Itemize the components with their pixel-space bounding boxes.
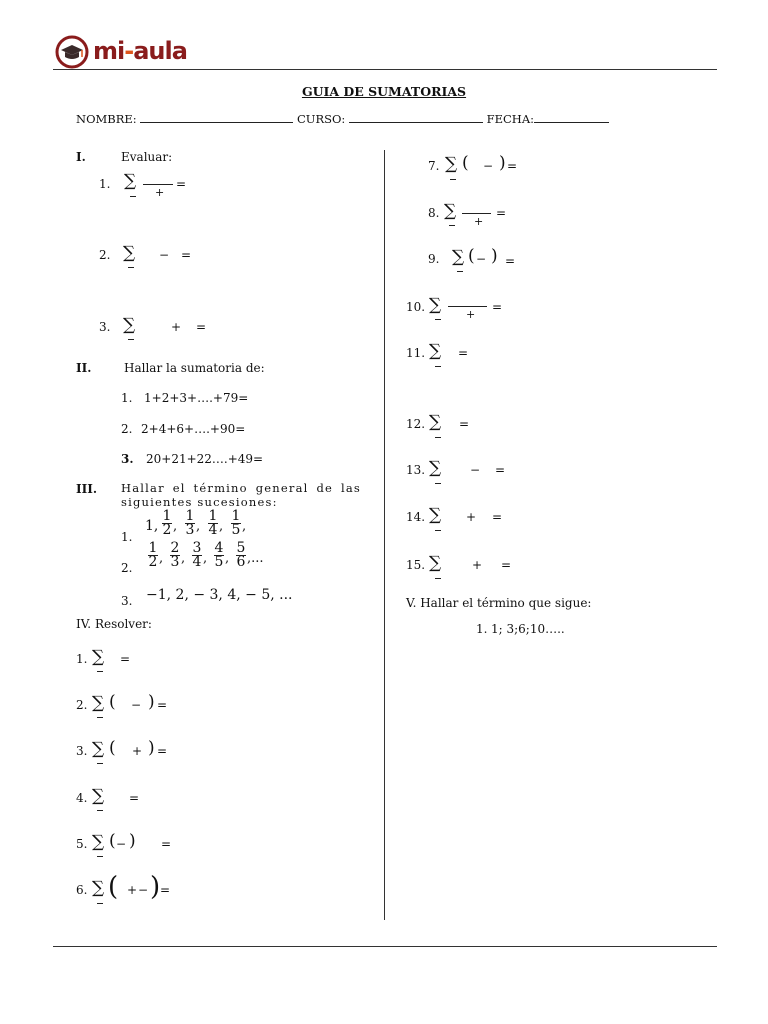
eq-r15: = xyxy=(501,558,512,572)
resolve-6-label: 6. xyxy=(76,883,88,897)
term-3-label: 3. xyxy=(121,594,133,608)
lparen-r6: ( xyxy=(108,872,119,902)
rparen-r9: ) xyxy=(491,246,498,266)
eq-e3: = xyxy=(196,320,207,334)
plus-r6: + xyxy=(127,883,138,897)
section-4-title: IV. Resolver: xyxy=(76,617,152,631)
eq-r3: = xyxy=(157,744,168,758)
sigma-sub-r10 xyxy=(435,319,441,320)
sigma-r6: ∑ xyxy=(92,878,105,898)
fraction-numerator: 1 xyxy=(162,508,172,524)
rparen-r2: ) xyxy=(148,692,155,712)
lparen-r5: ( xyxy=(109,831,116,851)
fraction-numerator: 5 xyxy=(236,540,246,556)
sigma-e2: ∑ xyxy=(123,243,136,263)
logo xyxy=(55,34,205,70)
sequence-separator: , xyxy=(159,551,164,566)
rparen-r5: ) xyxy=(129,831,136,851)
curso-label: CURSO: xyxy=(296,112,346,126)
lparen-r9: ( xyxy=(468,246,475,266)
sigma-r15: ∑ xyxy=(429,553,442,573)
fraction-denominator: 4 xyxy=(208,522,218,538)
eq-r14: = xyxy=(492,510,503,524)
sum-1: 1+2+3+….+79= xyxy=(144,391,249,405)
eval-3-label: 3. xyxy=(99,320,111,334)
eq-r12: = xyxy=(459,417,470,431)
section-1-title: Evaluar: xyxy=(121,150,173,164)
rparen-r6: ) xyxy=(150,872,161,902)
sequence-separator: , xyxy=(181,551,186,566)
curso-blank[interactable] xyxy=(349,112,483,123)
sequence-separator: , xyxy=(225,551,230,566)
rparen-r3: ) xyxy=(148,738,155,758)
fraction-bar-r10 xyxy=(448,306,487,307)
brand-mi: mi xyxy=(93,37,125,65)
sigma-r10: ∑ xyxy=(429,295,442,315)
fraction-denominator: 3 xyxy=(185,522,195,538)
sigma-sub-r14 xyxy=(435,530,441,531)
fraction-term xyxy=(192,542,202,569)
fecha-blank[interactable] xyxy=(534,112,609,123)
header-rule xyxy=(53,69,717,70)
sigma-sub-r8 xyxy=(449,225,455,226)
sigma-r1: ∑ xyxy=(92,647,105,667)
fraction-denominator: 5 xyxy=(214,554,224,570)
sigma-sub-r12 xyxy=(435,437,441,438)
sigma-sub-r5 xyxy=(97,856,103,857)
footer-rule xyxy=(53,946,717,947)
resolve-10-label: 10. xyxy=(406,300,426,314)
eq-r8: = xyxy=(496,206,507,220)
eq-r9: = xyxy=(505,254,516,268)
sigma-sub-r13 xyxy=(435,483,441,484)
minus-r13: − xyxy=(470,463,481,477)
sigma-r13: ∑ xyxy=(429,458,442,478)
plus-r8: + xyxy=(474,215,484,228)
sigma-sub-e3 xyxy=(128,339,134,340)
eq-r11: = xyxy=(458,346,469,360)
sigma-sub-e2 xyxy=(128,267,134,268)
sigma-sub-r9 xyxy=(457,271,463,272)
lparen-r7: ( xyxy=(462,153,469,173)
student-fields xyxy=(76,112,609,126)
sum-3-label: 3. xyxy=(121,452,134,466)
resolve-11-label: 11. xyxy=(406,346,426,360)
eq-r4: = xyxy=(129,791,140,805)
sigma-sub-r15 xyxy=(435,578,441,579)
sequence-separator: , xyxy=(219,519,224,534)
fraction-denominator: 2 xyxy=(162,522,172,538)
resolve-5-label: 5. xyxy=(76,837,88,851)
sequence-1-lead: 1, xyxy=(145,518,159,534)
fraction-term xyxy=(208,510,218,537)
sigma-r7: ∑ xyxy=(445,154,458,174)
sequence-separator: , xyxy=(173,519,178,534)
section-2-title: Hallar la sumatoria de: xyxy=(124,361,265,375)
minus-r5: − xyxy=(116,837,127,851)
sigma-sub-e1 xyxy=(130,196,136,197)
minus-e2: − xyxy=(159,248,170,262)
fraction-numerator: 1 xyxy=(185,508,195,524)
fraction-bar-e1 xyxy=(143,184,173,185)
section-2-number: II. xyxy=(76,361,92,375)
fraction-denominator: 6 xyxy=(236,554,246,570)
sum-1-label: 1. xyxy=(121,391,133,405)
fecha-label: FECHA: xyxy=(486,112,535,126)
sigma-r5: ∑ xyxy=(92,832,105,852)
sigma-r2: ∑ xyxy=(92,693,105,713)
resolve-12-label: 12. xyxy=(406,417,426,431)
lparen-r2: ( xyxy=(109,692,116,712)
sequence-3: −1, 2, − 3, 4, − 5, ... xyxy=(146,587,293,603)
section-1-number: I. xyxy=(76,150,86,164)
resolve-13-label: 13. xyxy=(406,463,426,477)
fraction-denominator: 4 xyxy=(192,554,202,570)
resolve-1-label: 1. xyxy=(76,652,88,666)
eq-r10: = xyxy=(492,300,503,314)
sigma-r11: ∑ xyxy=(429,341,442,361)
eq-r2: = xyxy=(157,698,168,712)
fraction-numerator: 2 xyxy=(170,540,180,556)
sequence-separator: , xyxy=(242,519,247,534)
column-divider xyxy=(384,150,385,920)
sigma-sub-r3 xyxy=(97,763,103,764)
eq-r7: = xyxy=(507,159,518,173)
plus-r14: + xyxy=(466,510,477,524)
resolve-7-label: 7. xyxy=(428,159,440,173)
plus-e1: + xyxy=(155,186,165,199)
rparen-r7: ) xyxy=(499,153,506,173)
section-3-title: Hallar el término general de las siguientes sucesiones: xyxy=(121,481,361,509)
fraction-bar-r8 xyxy=(462,213,491,214)
resolve-15-label: 15. xyxy=(406,558,426,572)
fraction-denominator: 5 xyxy=(231,522,241,538)
resolve-8-label: 8. xyxy=(428,206,440,220)
eq-e2: = xyxy=(181,248,192,262)
sum-2: 2+4+6+….+90= xyxy=(141,422,246,436)
plus-e3: + xyxy=(171,320,182,334)
sequence-separator: ,... xyxy=(247,551,264,566)
lparen-r3: ( xyxy=(109,738,116,758)
eq-e1: = xyxy=(176,177,187,191)
resolve-3-label: 3. xyxy=(76,744,88,758)
sigma-sub-r7 xyxy=(450,179,456,180)
fraction-numerator: 3 xyxy=(192,540,202,556)
sigma-sub-r4 xyxy=(97,810,103,811)
fraction-numerator: 1 xyxy=(231,508,241,524)
sigma-sub-r11 xyxy=(435,366,441,367)
minus-r7: − xyxy=(483,159,494,173)
nombre-blank[interactable] xyxy=(140,112,293,123)
section-5-title: V. Hallar el término que sigue: xyxy=(406,596,592,610)
graduation-cap-icon xyxy=(55,35,89,69)
page-title: GUIA DE SUMATORIAS xyxy=(301,84,467,99)
sigma-r9: ∑ xyxy=(452,247,465,267)
fraction-term xyxy=(148,542,158,569)
sigma-sub-r6 xyxy=(97,903,103,904)
resolve-14-label: 14. xyxy=(406,510,426,524)
minus-r2: − xyxy=(131,698,142,712)
section-3-number: III. xyxy=(76,482,98,496)
next-term-label: 1. xyxy=(476,622,488,636)
resolve-9-label: 9. xyxy=(428,252,440,266)
fraction-term xyxy=(231,510,241,537)
sigma-e1: ∑ xyxy=(124,171,137,191)
sigma-r3: ∑ xyxy=(92,739,105,759)
sequence-separator: , xyxy=(196,519,201,534)
fraction-term xyxy=(162,510,172,537)
sum-2-label: 2. xyxy=(121,422,133,436)
sum-3: 20+21+22….+49= xyxy=(146,452,264,466)
fraction-numerator: 4 xyxy=(214,540,224,556)
term-2-label: 2. xyxy=(121,561,133,575)
sequence-separator: , xyxy=(203,551,208,566)
brand-aula: aula xyxy=(133,37,187,65)
brand-dash: - xyxy=(124,37,134,65)
fraction-numerator: 1 xyxy=(208,508,218,524)
plus-r3: + xyxy=(132,744,143,758)
next-term-sequence: 1; 3;6;10….. xyxy=(491,622,565,636)
sigma-r12: ∑ xyxy=(429,412,442,432)
brand-name xyxy=(93,37,187,65)
minus-r9: − xyxy=(476,252,487,266)
eq-r13: = xyxy=(495,463,506,477)
term-1-label: 1. xyxy=(121,530,133,544)
nombre-label: NOMBRE: xyxy=(76,112,137,126)
fraction-term xyxy=(185,510,195,537)
fraction-denominator: 2 xyxy=(148,554,158,570)
eq-r5: = xyxy=(161,837,172,851)
eq-r6: = xyxy=(160,883,171,897)
fraction-numerator: 1 xyxy=(148,540,158,556)
eval-2-label: 2. xyxy=(99,248,111,262)
plus-r10: + xyxy=(466,308,476,321)
sigma-sub-r1 xyxy=(97,671,103,672)
resolve-2-label: 2. xyxy=(76,698,88,712)
sigma-r8: ∑ xyxy=(444,201,457,221)
eq-r1: = xyxy=(120,652,131,666)
fraction-term xyxy=(170,542,180,569)
fraction-denominator: 3 xyxy=(170,554,180,570)
sigma-e3: ∑ xyxy=(123,315,136,335)
sigma-r4: ∑ xyxy=(92,786,105,806)
plus-r15: + xyxy=(472,558,483,572)
fraction-term xyxy=(214,542,224,569)
sigma-sub-r2 xyxy=(97,717,103,718)
minus-r6: − xyxy=(138,883,149,897)
eval-1-label: 1. xyxy=(99,177,111,191)
sigma-r14: ∑ xyxy=(429,505,442,525)
fraction-term xyxy=(236,542,246,569)
resolve-4-label: 4. xyxy=(76,791,88,805)
